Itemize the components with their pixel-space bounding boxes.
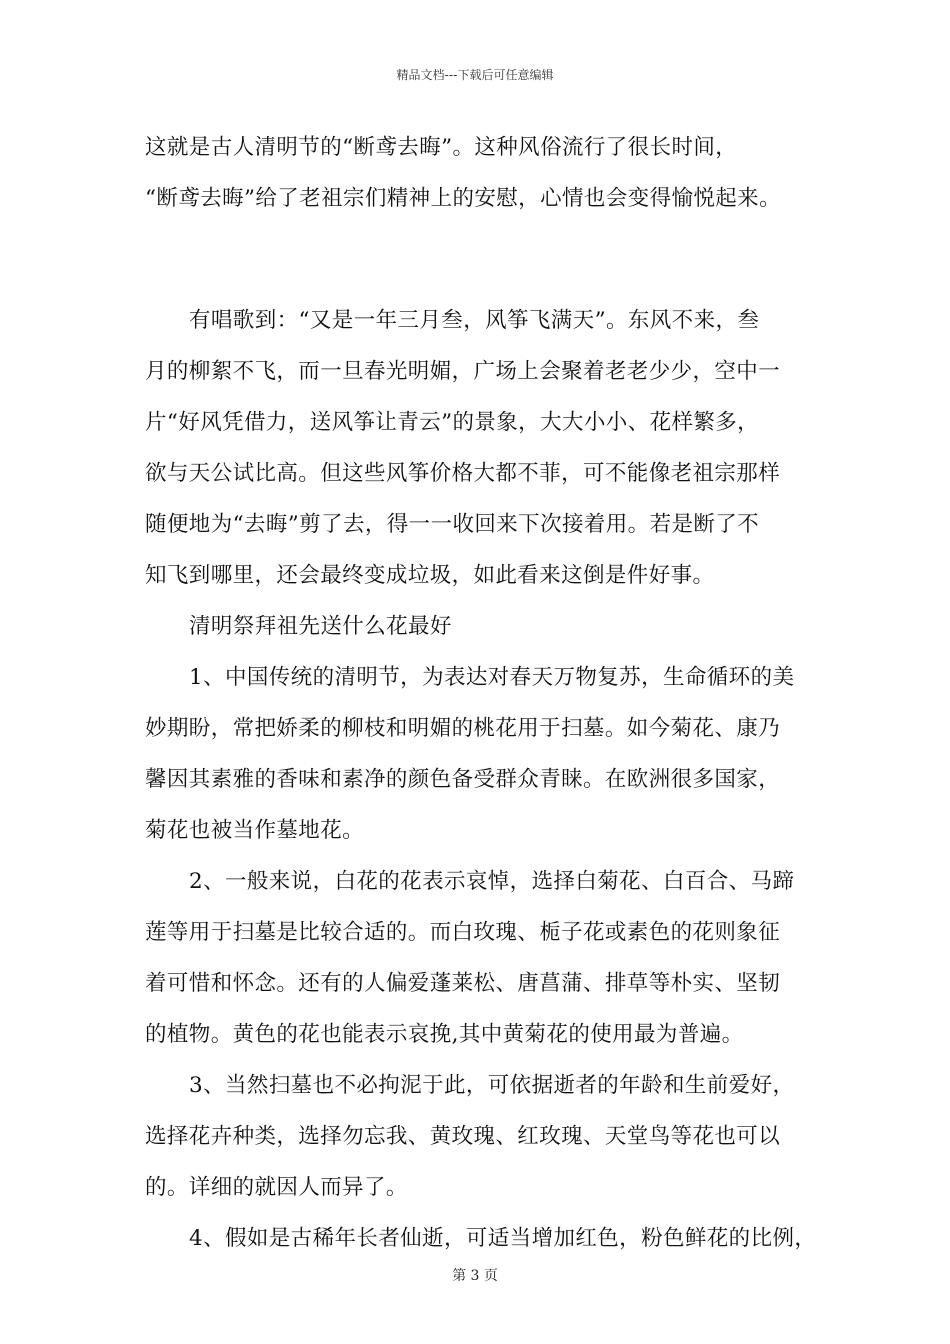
text-line: 菊花也被当作墓地花。 <box>145 818 365 843</box>
text-line: 的。详细的就因人而异了。 <box>145 1175 408 1200</box>
text-line: “断鸢去晦”给了老祖宗们精神上的安慰，心情也会变得愉悦起来。 <box>145 186 781 211</box>
section-heading: 清明祭拜祖先送什么花最好 <box>189 614 452 639</box>
text-line: 选择花卉种类，选择勿忘我、黄玫瑰、红玫瑰、天堂鸟等花也可以 <box>145 1124 781 1149</box>
text-line: 随便地为“去晦”剪了去，得一一收回来下次接着用。若是断了不 <box>145 512 760 537</box>
text-line: 欲与天公试比高。但这些风筝价格大都不菲，可不能像老祖宗那样 <box>145 461 781 486</box>
text-line: 妙期盼，常把娇柔的柳枝和明媚的桃花用于扫墓。如今菊花、康乃 <box>145 716 781 741</box>
text-line: 的植物。黄色的花也能表示哀挽,其中黄菊花的使用最为普遍。 <box>145 1022 744 1047</box>
document-body <box>145 128 835 1270</box>
text-line: 知飞到哪里，还会最终变成垃圾，如此看来这倒是件好事。 <box>145 563 715 588</box>
page-header: 精品文档---下载后可任意编辑 <box>396 68 554 82</box>
paragraph-start-line: 1、中国传统的清明节，为表达对春天万物复苏，生命循环的美 <box>189 665 795 690</box>
paragraph-start-line: 4、假如是古稀年长者仙逝，可适当增加红色，粉色鲜花的比例， <box>189 1226 817 1251</box>
paragraph-start-line: 2、一般来说，白花的花表示哀悼，选择白菊花、白百合、马蹄 <box>189 869 795 894</box>
text-line: 这就是古人清明节的“断鸢去晦”。这种风俗流行了很长时间， <box>145 135 738 160</box>
text-line: 莲等用于扫墓是比较合适的。而白玫瑰、栀子花或素色的花则象征 <box>145 920 781 945</box>
paragraph-start-line: 3、当然扫墓也不必拘泥于此，可依据逝者的年龄和生前爱好， <box>189 1073 795 1098</box>
text-line: 馨因其素雅的香味和素净的颜色备受群众青睐。在欧洲很多国家， <box>145 767 781 792</box>
text-line: 月的柳絮不飞，而一旦春光明媚，广场上会聚着老老少少，空中一 <box>145 359 781 384</box>
text-line: 着可惜和怀念。还有的人偏爱蓬莱松、唐菖蒲、排草等朴实、坚韧 <box>145 971 781 996</box>
paragraph-start-line: 有唱歌到：“又是一年三月叁，风筝飞满天”。东风不来，叁 <box>189 308 760 333</box>
page-number: 第 3 页 <box>452 1268 498 1284</box>
text-line: 片“好风凭借力，送风筝让青云”的景象，大大小小、花样繁多， <box>145 410 760 435</box>
paragraph-gap <box>145 230 835 301</box>
